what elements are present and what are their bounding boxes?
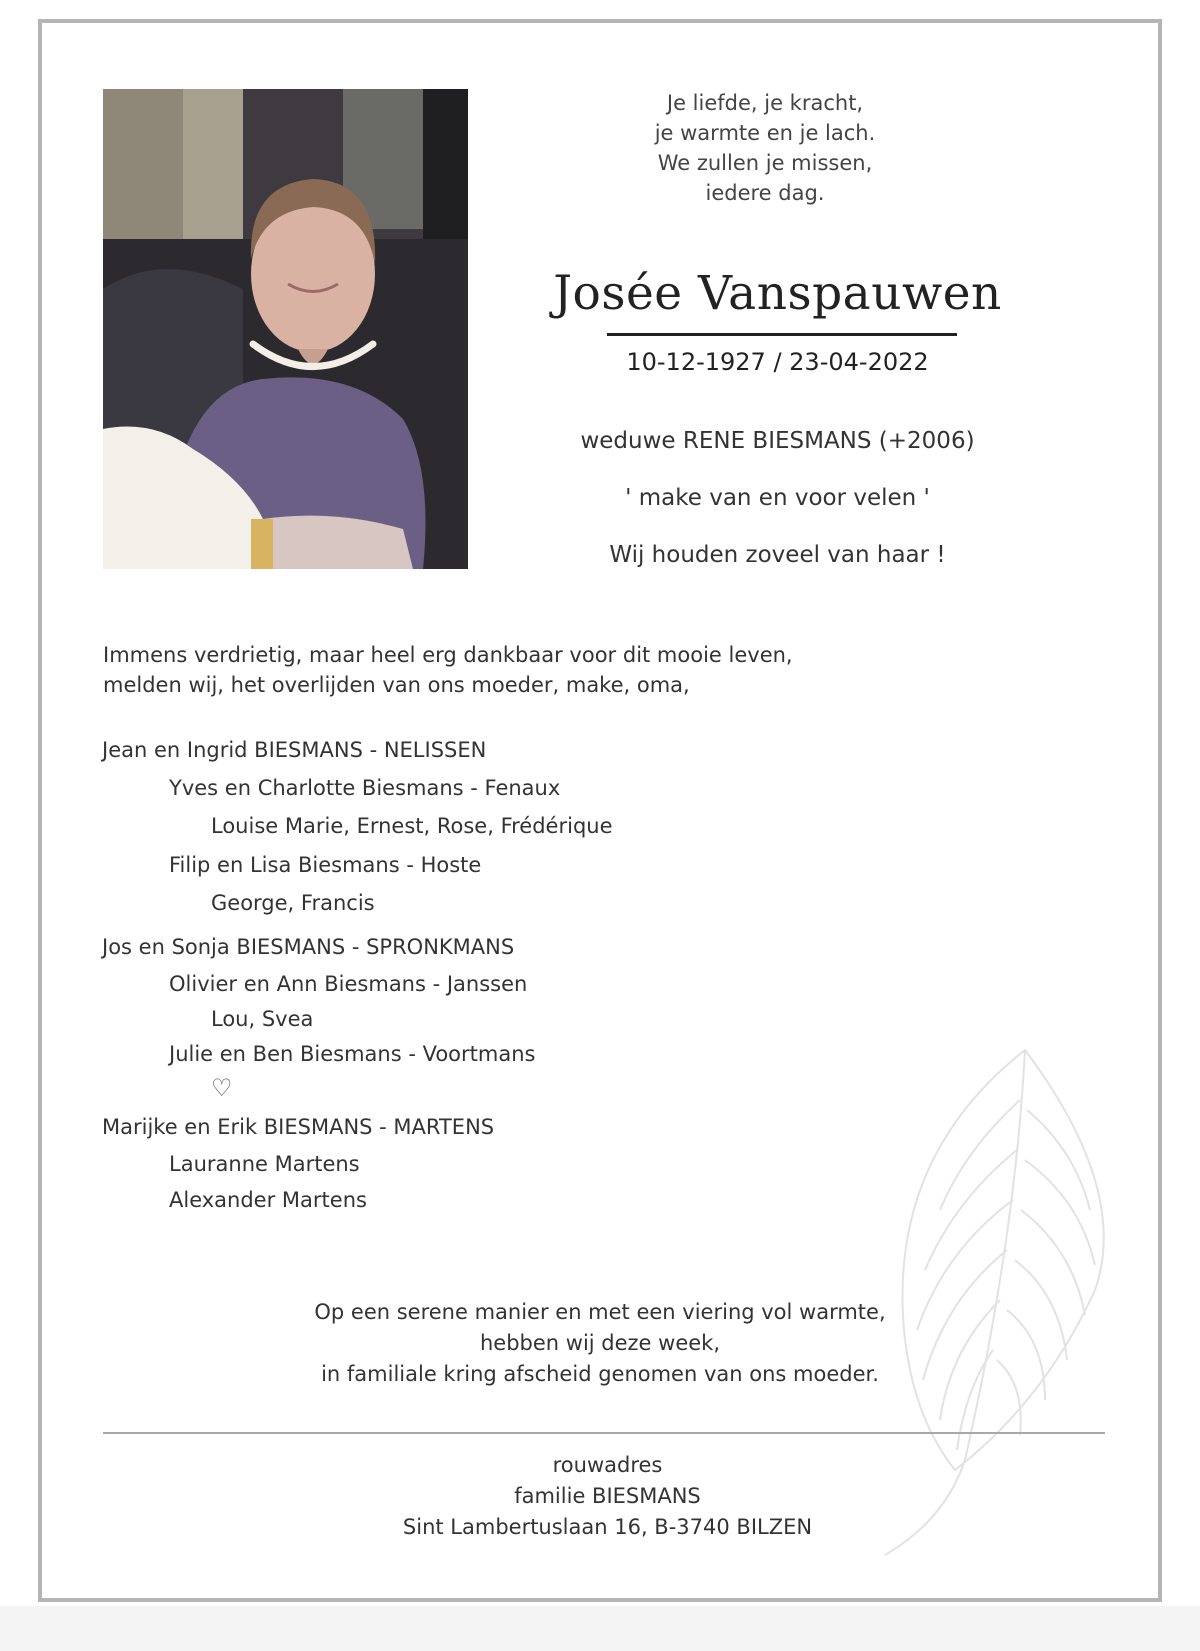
family-member: Olivier en Ann Biesmans - Janssen xyxy=(169,972,528,996)
intro-line: melden wij, het overlijden van ons moeder, make, oma, xyxy=(103,673,690,697)
closing-line: in familiale kring afscheid genomen van ons moeder. xyxy=(321,1362,879,1386)
heart-icon: ♡ xyxy=(211,1074,233,1102)
closing-text xyxy=(300,1297,900,1390)
poem xyxy=(590,88,940,208)
family-member: Louise Marie, Ernest, Rose, Frédérique xyxy=(211,814,613,838)
name-underline xyxy=(607,333,957,336)
mourning-address xyxy=(350,1450,865,1543)
family-member: Marijke en Erik BIESMANS - MARTENS xyxy=(102,1115,495,1139)
family-member: Jos en Sonja BIESMANS - SPRONKMANS xyxy=(102,935,515,959)
page-bottom-shade xyxy=(0,1606,1200,1651)
family-member: Lauranne Martens xyxy=(169,1152,360,1176)
family-member: Yves en Charlotte Biesmans - Fenaux xyxy=(169,776,561,800)
family-member: George, Francis xyxy=(211,891,375,915)
portrait-illustration xyxy=(103,89,468,569)
closing-line: Op een serene manier en met een viering vol warmte, xyxy=(314,1300,886,1324)
address-street: Sint Lambertuslaan 16, B-3740 BILZEN xyxy=(402,1515,813,1539)
portrait-photo xyxy=(103,89,468,569)
intro-line: Immens verdrietig, maar heel erg dankbaar voor dit mooie leven, xyxy=(103,643,793,667)
address-label: rouwadres xyxy=(552,1453,663,1477)
address-family: familie BIESMANS xyxy=(514,1484,701,1508)
poem-line: Je liefde, je kracht, xyxy=(666,91,864,115)
life-dates: 10-12-1927 / 23-04-2022 xyxy=(626,348,929,376)
poem-line: iedere dag. xyxy=(705,181,825,205)
announcement-intro xyxy=(103,640,903,700)
family-member: Alexander Martens xyxy=(169,1188,367,1212)
quote-text: ' make van en voor velen ' xyxy=(625,485,930,511)
poem-line: We zullen je missen, xyxy=(657,151,873,175)
divider xyxy=(103,1432,1105,1434)
widow-of-text: weduwe RENE BIESMANS (+2006) xyxy=(580,428,975,454)
family-member: Lou, Svea xyxy=(211,1007,314,1031)
closing-line: hebben wij deze week, xyxy=(479,1331,721,1355)
poem-line: je warmte en je lach. xyxy=(654,121,876,145)
family-member: Filip en Lisa Biesmans - Hoste xyxy=(169,853,482,877)
deceased-name: Josée Vanspauwen xyxy=(553,266,1002,321)
family-member: Jean en Ingrid BIESMANS - NELISSEN xyxy=(102,738,487,762)
family-member: Julie en Ben Biesmans - Voortmans xyxy=(169,1042,536,1066)
love-text: Wij houden zoveel van haar ! xyxy=(609,542,946,568)
